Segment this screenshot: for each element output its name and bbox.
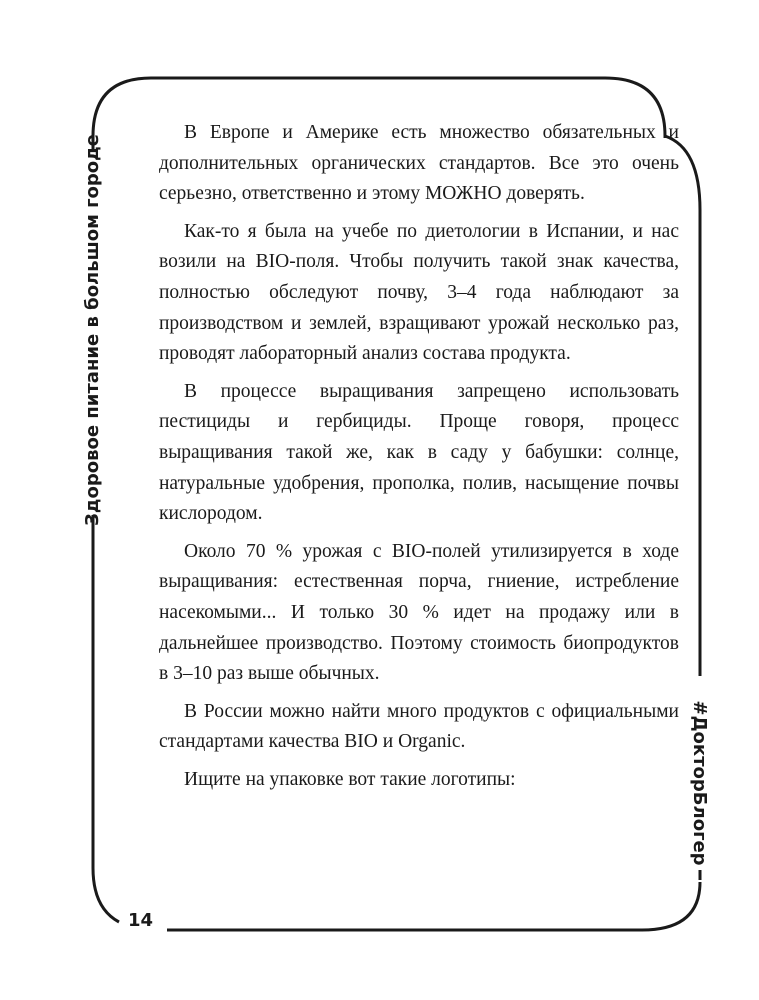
frame-right-lower-line (167, 870, 700, 930)
paragraph-2: Как-то я была на учебе по диетологии в Испании, и нас возили на BIO-поля. Чтобы получить такой знак качества, полностью обследуют почву, 3–4 года наблюдают за производством и землей, взращивают урожай несколько раз, проводят лабораторный анализ состава продукта. (159, 220, 679, 365)
paragraph-6: Ищите на упаковке вот такие логотипы: (184, 768, 516, 790)
body-text (159, 118, 679, 802)
paragraph-4: Около 70 % урожая с BIO-полей утилизируется в ходе выращивания: естественная порча, гниение, истребление насекомыми... И только 30 % идет на продажу или в дальнейшее производство. Поэтому стоимость биопродуктов в 3–10 раз выше обычных. (159, 540, 679, 685)
paragraph-5: В России можно найти много продуктов с официальными стандартами качества BIO и Organic. (159, 700, 679, 753)
paragraph-1: В Европе и Америке есть множество обязательных и дополнительных органических стандартов. Все это очень серьезно, ответственно и этому МОЖНО доверять. (159, 122, 679, 205)
paragraph-3: В процессе выращивания запрещено использовать пестициды и гербициды. Проще говоря, процесс выращивания такой же, как в саду у бабушки: солнце, натуральные удобрения, прополка, полив, насыщение почвы кислородом. (159, 380, 679, 525)
page-number: 14 (128, 910, 154, 931)
running-title: Здоровое питание в большом городе (82, 134, 103, 526)
hashtag-label: #ДокторБлогер (689, 700, 710, 866)
frame-left-bottom-line (93, 515, 119, 922)
